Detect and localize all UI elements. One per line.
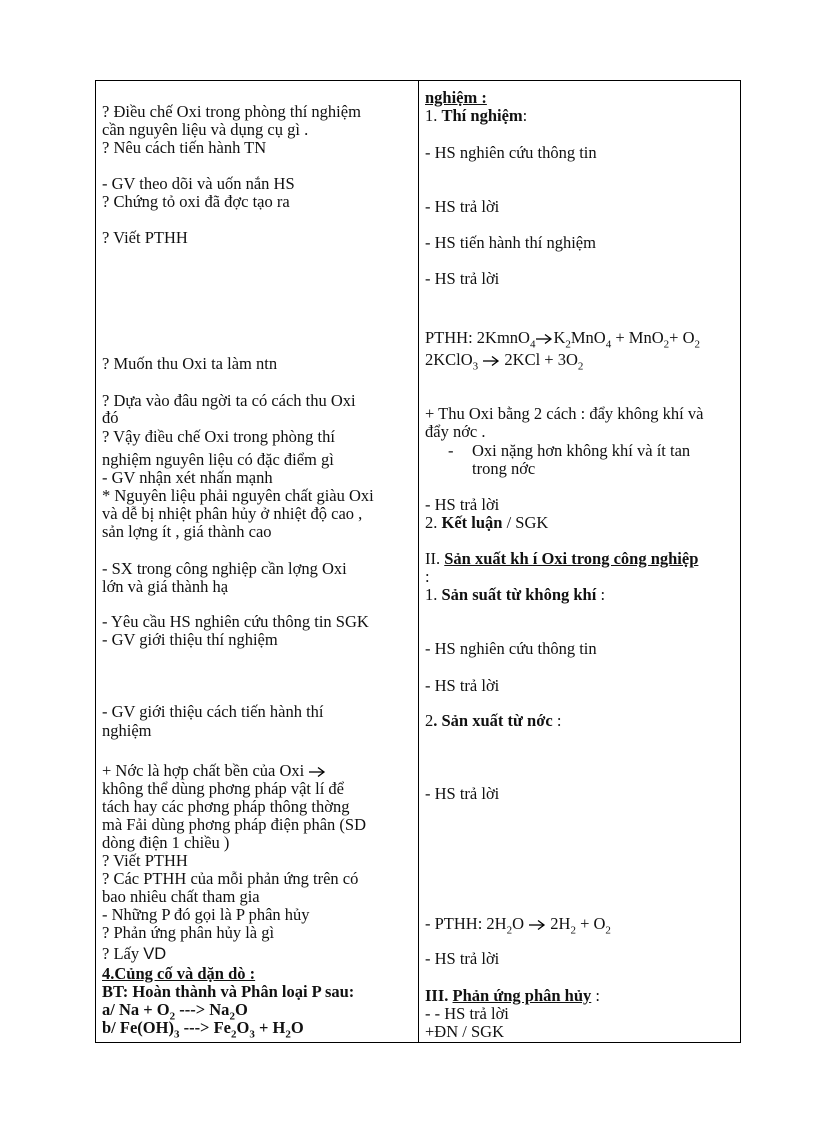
right-arrow-icon <box>535 333 553 345</box>
right-line: - HS tiến hành thí nghiệm <box>425 233 596 252</box>
equation-line: 2KClO$_3$ $2KCl + 3O_2$ <box>425 350 584 373</box>
equation-line: b/ $Fe(OH)_3$ ---> $Fe_2O_3 + H_2O$ <box>102 1018 304 1041</box>
lesson-table <box>95 80 741 1043</box>
right-arrow-icon <box>482 355 500 367</box>
left-line: ? Điều chế Oxi trong phòng thí nghiệm <box>102 102 361 121</box>
right-line: - HS nghiên cứu thông tin <box>425 143 597 162</box>
right-line: - HS trả lời <box>425 269 500 288</box>
left-line: và dễ bị nhiệt phân hủy ở nhiệt độ cao , <box>102 504 363 523</box>
section-heading: III. Phản ứng phân hủy : <box>425 986 601 1005</box>
left-line: - GV nhận xét nhấn mạnh <box>102 468 273 487</box>
right-arrow-icon <box>528 919 546 931</box>
left-line: ? Viết PTHH <box>102 851 188 870</box>
left-line: - SX trong công nghiệp cần lợng Oxi <box>102 559 347 578</box>
left-line: bao nhiêu chất tham gia <box>102 887 260 906</box>
left-line: ? Phản ứng phân hủy là gì <box>102 923 275 942</box>
left-line: + Nớc là hợp chất bền của Oxi <box>102 762 326 780</box>
right-line: - HS trả lời <box>425 676 500 695</box>
left-line: không thể dùng phơng pháp vật lí để <box>102 779 344 798</box>
left-line: dòng điện 1 chiều ) <box>102 833 230 852</box>
left-line: tách hay các phơng pháp thông thờng <box>102 797 350 816</box>
left-line: lớn và giá thành hạ <box>102 577 229 596</box>
exercise-heading: BT: Hoàn thành và Phân loại P sau: <box>102 982 355 1001</box>
left-line: ? Lấy VD <box>102 944 167 963</box>
right-line: - HS nghiên cứu thông tin <box>425 639 597 658</box>
left-line: - GV theo dõi và uốn nắn HS <box>102 174 295 193</box>
right-line: - - HS trả lời <box>425 1004 509 1023</box>
left-line: nghiệm nguyên liệu có đặc điểm gì <box>102 450 334 469</box>
left-line: - Yêu cầu HS nghiên cứu thông tin SGK <box>102 612 369 631</box>
right-line: - HS trả lời <box>425 784 500 803</box>
right-line: 1. Sản suất từ không khí : <box>425 585 606 604</box>
left-line: * Nguyên liệu phải nguyên chất giàu Oxi <box>102 486 374 505</box>
right-line: - HS trả lời <box>425 495 500 514</box>
right-line: Oxi nặng hơn không khí và ít tan <box>472 441 691 460</box>
right-line: +ĐN / SGK <box>425 1022 504 1041</box>
left-line: cần nguyên liệu và dụng cụ gì . <box>102 120 309 139</box>
left-line: ? Chứng tỏ oxi đã đợc tạo ra <box>102 192 290 211</box>
left-line: ? Các PTHH của mỗi phản ứng trên có <box>102 869 359 888</box>
left-line: nghiệm <box>102 721 152 740</box>
right-line: : <box>425 567 430 586</box>
left-line: - Những P đó gọi là P phân hủy <box>102 905 310 924</box>
equation-line: - PTHH: $2H_2O$ $2H_2 + O_2$ <box>425 914 611 937</box>
right-line: - HS trả lời <box>425 197 500 216</box>
left-line: - GV giới thiệu thí nghiệm <box>102 630 278 649</box>
right-line: 2. Sản xuất từ nớc : <box>425 711 562 730</box>
left-line: mà Fải dùng phơng pháp điện phân (SD <box>102 815 366 834</box>
right-line: + Thu Oxi bằng 2 cách : đẩy không khí và <box>425 404 704 423</box>
bullet-dash: - <box>448 441 454 460</box>
left-line: ? Nêu cách tiến hành TN <box>102 138 267 157</box>
left-line: ? Dựa vào đâu ngời ta có cách thu Oxi <box>102 391 356 410</box>
left-line: đó <box>102 408 119 427</box>
left-line: ? Viết PTHH <box>102 228 188 247</box>
left-line: ? Vậy điều chế Oxi trong phòng thí <box>102 427 335 446</box>
right-line: 1. Thí nghiệm: <box>425 106 528 125</box>
section-heading: II. Sản xuất kh í Oxi trong công nghiệp <box>425 549 699 568</box>
column-divider <box>418 81 419 1042</box>
right-line: 2. Kết luận / SGK <box>425 513 549 532</box>
left-line: - GV giới thiệu cách tiến hành thí <box>102 702 324 721</box>
section-heading: 4.Củng cố và dặn dò : <box>102 964 256 983</box>
left-line: sản lợng ít , giá thành cao <box>102 522 272 541</box>
right-line: đẩy nớc . <box>425 422 486 441</box>
equation-line: PTHH: 2KmnO$_4$ $K_2MnO_4 + MnO_2+ O_2$ <box>425 328 700 351</box>
left-line: ? Muốn thu Oxi ta làm ntn <box>102 354 278 373</box>
right-line: trong nớc <box>472 459 536 478</box>
equation-line: a/ $Na + O_2$ ---> $Na_2O$ <box>102 1000 248 1023</box>
right-line: nghiệm : <box>425 88 487 107</box>
right-line: - HS trả lời <box>425 949 500 968</box>
right-arrow-icon <box>308 766 326 778</box>
